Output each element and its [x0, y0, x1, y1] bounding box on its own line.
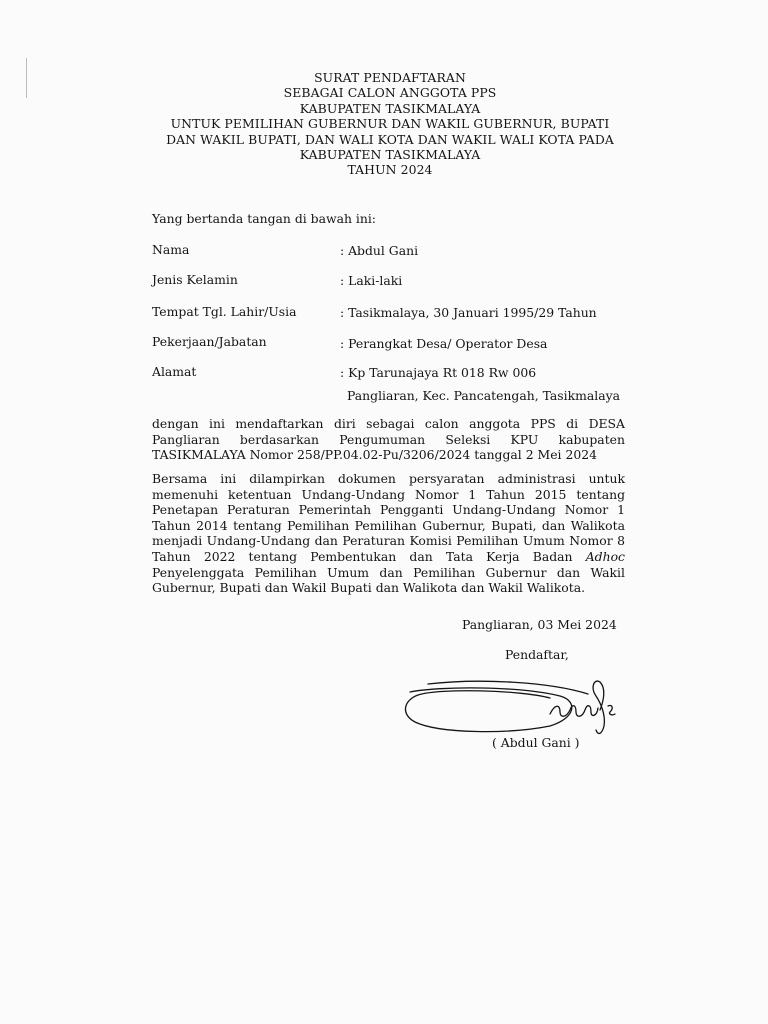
attachment-line-2: memenuhi ketentuan Undang-Undang Nomor 1 Tahun 2015 tentang [152, 486, 625, 502]
attachment-line-3: Penetapan Peraturan Pemerintah Pengganti Undang-Undang Nomor 1 [152, 502, 625, 518]
heading-line-7: TAHUN 2024 [347, 162, 433, 178]
field-label-nama: Nama [152, 242, 190, 257]
attachment-statement [152, 471, 625, 596]
field-label-alamat: Alamat [152, 364, 197, 379]
field-value-jenis-kelamin: : Laki-laki [340, 273, 403, 288]
attachment-line-5: menjadi Undang-Undang dan Peraturan Komisi Pemilihan Umum Nomor 8 [152, 533, 625, 549]
attachment-line-6 [152, 549, 625, 565]
heading-line-2: SEBAGAI CALON ANGGOTA PPS [283, 85, 497, 101]
scan-margin-mark [26, 58, 27, 98]
field-label-pekerjaan: Pekerjaan/Jabatan [152, 334, 267, 349]
field-value-pekerjaan: : Perangkat Desa/ Operator Desa [340, 336, 548, 351]
statement-line-1: dengan ini mendaftarkan diri sebagai calon anggota PPS di DESA [152, 416, 625, 431]
place-date: Pangliaran, 03 Mei 2024 [462, 617, 617, 632]
field-value-tempat-tgl-lahir: : Tasikmalaya, 30 Januari 1995/29 Tahun [340, 305, 597, 320]
adhoc-italic-text: Adhoc [585, 548, 625, 564]
field-label-jenis-kelamin: Jenis Kelamin [152, 272, 238, 287]
field-value-alamat-line-2: Pangliaran, Kec. Pancatengah, Tasikmalaya [347, 388, 620, 403]
heading-line-6: KABUPATEN TASIKMALAYA [299, 147, 481, 163]
field-value-alamat: : Kp Tarunajaya Rt 018 Rw 006 [340, 365, 537, 380]
heading-line-5: DAN WAKIL BUPATI, DAN WALI KOTA DAN WAKIL WALI KOTA PADA [166, 131, 614, 147]
heading-line-1: SURAT PENDAFTARAN [314, 70, 466, 85]
attachment-line-1: Bersama ini dilampirkan dokumen persyaratan administrasi untuk [152, 471, 625, 486]
handwritten-signature [400, 670, 640, 745]
statement-line-3: TASIKMALAYA Nomor 258/PP.04.02-Pu/3206/2024 tanggal 2 Mei 2024 [152, 447, 597, 463]
heading-line-4: UNTUK PEMILIHAN GUBERNUR DAN WAKIL GUBERNUR, BUPATI [170, 116, 610, 132]
heading-line-3: KABUPATEN TASIKMALAYA [299, 100, 481, 116]
attachment-line-4: Tahun 2014 tentang Pemilihan Pemilihan Gubernur, Bupati, dan Walikota [152, 517, 625, 533]
attachment-line-6-text: Tahun 2022 tentang Pembentukan dan Tata Kerja Badan [152, 548, 573, 564]
signer-role: Pendaftar, [505, 647, 569, 662]
field-label-tempat-tgl-lahir: Tempat Tgl. Lahir/Usia [152, 304, 297, 319]
signer-name: ( Abdul Gani ) [492, 735, 580, 750]
attachment-line-7: Penyelenggata Pemilihan Umum dan Pemilihan Gubernur dan Wakil [152, 564, 625, 580]
attachment-line-8: Gubernur, Bupati dan Wakil Bupati dan Walikota dan Wakil Walikota. [152, 580, 586, 596]
registration-statement [152, 416, 625, 463]
letter-heading [150, 70, 630, 178]
field-value-nama: : Abdul Gani [340, 243, 419, 258]
intro-text: Yang bertanda tangan di bawah ini: [152, 211, 376, 226]
statement-line-2: Pangliaran berdasarkan Pengumuman Seleksi KPU kabupaten [152, 431, 625, 447]
